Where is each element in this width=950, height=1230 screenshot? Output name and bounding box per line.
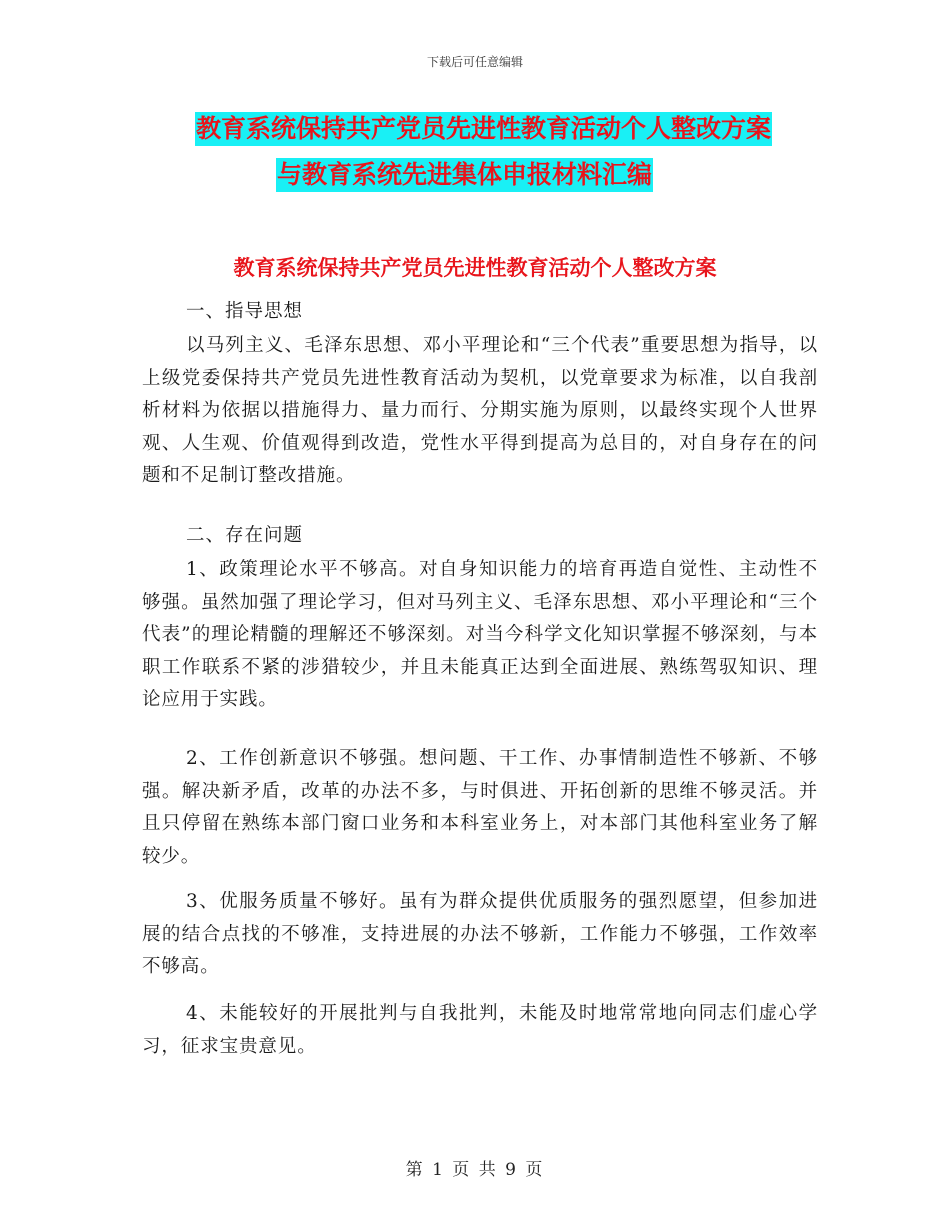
paragraph-issue-1: 1、政策理论水平不够高。对自身知识能力的培育再造自觉性、主动性不够强。虽然加强了理论学习，但对马列主义、毛泽东思想、邓小平理论和“三个代表”的理论精髓的理解还不够深刻。对当今科学文化知识掌握不够深刻，与本职工作联系不紧的涉猎较少，并且未能真正达到全面进展、熟练驾驭知识、理论应用于实践。 — [142, 559, 818, 710]
paragraph-guiding-ideology: 以马列主义、毛泽东思想、邓小平理论和“三个代表”重要思想为指导，以上级党委保持共产党员先进性教育活动为契机，以党章要求为标准，以自我剖析材料为依据以措施得力、量力而行、分期实施为原则，以最终实现个人世界观、人生观、价值观得到改造，党性水平得到提高为总目的，对自身存在的问题和不足制订整改措施。 — [142, 335, 818, 486]
paragraph-issue-3: 3、优服务质量不够好。虽有为群众提供优质服务的强烈愿望，但参加进展的结合点找的不够准，支持进展的办法不够新，工作能力不够强，工作效率不够高。 — [142, 891, 818, 977]
page-footer: 第 1 页 共 9 页 — [405, 1160, 545, 1180]
section-title: 教育系统保持共产党员先进性教育活动个人整改方案 — [233, 256, 717, 280]
title-line-2: 与教育系统先进集体申报材料汇编 — [276, 158, 653, 192]
title-line-1: 教育系统保持共产党员先进性教育活动个人整改方案 — [195, 112, 772, 146]
paragraph-issue-2: 2、工作创新意识不够强。想问题、干工作、办事情制造性不够新、不够强。解决新矛盾，改革的办法不多，与时俱进、开拓创新的思维不够灵活。并且只停留在熟练本部门窗口业务和本科室业务上，对本部门其他科室业务了解较少。 — [142, 748, 818, 867]
heading-guiding-ideology: 一、指导思想 — [186, 301, 304, 322]
header-note: 下载后可任意编辑 — [426, 55, 523, 69]
heading-existing-problems: 二、存在问题 — [186, 525, 304, 546]
paragraph-issue-4: 4、未能较好的开展批判与自我批判，未能及时地常常地向同志们虚心学习，征求宝贵意见。 — [142, 1003, 818, 1057]
